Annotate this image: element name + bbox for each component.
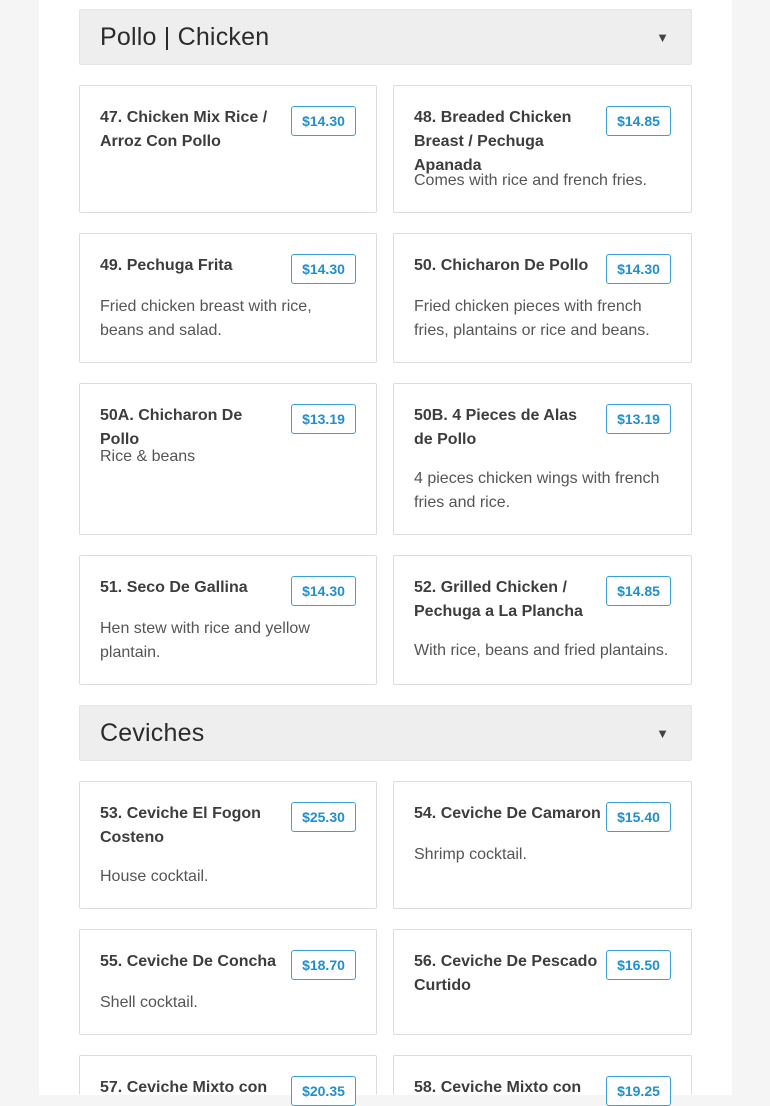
menu-item-price[interactable]: $13.19 [606, 404, 671, 434]
menu-item-description: 4 pieces chicken wings with french fries and rice. [414, 470, 660, 511]
menu-item-description: Rice & beans [100, 448, 196, 465]
menu-item-name: 53. Ceviche El Fogon Costeno [100, 805, 261, 846]
section-header-ceviches[interactable] [79, 705, 692, 761]
menu-item-name: 54. Ceviche De Camaron [414, 805, 601, 822]
chevron-down-icon[interactable]: ▼ [656, 726, 669, 741]
menu-item-card[interactable] [79, 555, 377, 685]
menu-item-price[interactable]: $16.50 [606, 950, 671, 980]
menu-item-name: 55. Ceviche De Concha [100, 953, 277, 970]
menu-item-card[interactable] [393, 85, 692, 213]
menu-item-card[interactable] [79, 383, 377, 535]
menu-item-card[interactable] [79, 233, 377, 363]
menu-item-price[interactable]: $15.40 [606, 802, 671, 832]
menu-item-description: House cocktail. [100, 868, 209, 885]
menu-item-name: 48. Breaded Chicken Breast / Pechuga Apanada [414, 109, 572, 174]
menu-item-description: Shell cocktail. [100, 994, 198, 1011]
menu-item-name: 58. Ceviche Mixto con [414, 1079, 582, 1096]
menu-item-price[interactable]: $14.30 [291, 106, 356, 136]
menu-item-card[interactable] [393, 929, 692, 1035]
menu-item-card[interactable] [393, 1055, 692, 1099]
chevron-down-icon[interactable]: ▼ [656, 30, 669, 45]
menu-item-price[interactable]: $25.30 [291, 802, 356, 832]
menu-item-description: With rice, beans and fried plantains. [414, 642, 669, 659]
menu-item-price[interactable]: $14.30 [291, 254, 356, 284]
menu-item-card[interactable] [393, 555, 692, 685]
menu-item-card[interactable] [79, 1055, 377, 1099]
menu-item-description: Fried chicken breast with rice, beans and salad. [100, 298, 312, 339]
menu-item-name: 51. Seco De Gallina [100, 579, 248, 596]
menu-item-description: Shrimp cocktail. [414, 846, 527, 863]
menu-item-name: 50A. Chicharon De Pollo [100, 407, 243, 448]
menu-item-price[interactable]: $19.25 [606, 1076, 671, 1106]
menu-item-card[interactable] [393, 383, 692, 535]
menu-item-price[interactable]: $14.85 [606, 106, 671, 136]
menu-item-card[interactable] [393, 781, 692, 909]
menu-item-card[interactable] [79, 929, 377, 1035]
menu-item-price[interactable]: $14.30 [606, 254, 671, 284]
menu-item-description: Fried chicken pieces with french fries, plantains or rice and beans. [414, 298, 650, 339]
menu-item-description: Hen stew with rice and yellow plantain. [100, 620, 310, 661]
menu-item-name: 56. Ceviche De Pescado Curtido [414, 953, 598, 994]
menu-item-name: 47. Chicken Mix Rice / Arroz Con Pollo [100, 109, 268, 150]
menu-item-price[interactable]: $14.30 [291, 576, 356, 606]
menu-item-name: 50. Chicharon De Pollo [414, 257, 589, 274]
section-header-pollo-chicken[interactable] [79, 9, 692, 65]
menu-item-card[interactable] [79, 85, 377, 213]
menu-item-card[interactable] [79, 781, 377, 909]
menu-item-price[interactable]: $14.85 [606, 576, 671, 606]
menu-item-name: 57. Ceviche Mixto con [100, 1079, 268, 1096]
menu-item-price[interactable]: $13.19 [291, 404, 356, 434]
section-title: Pollo | Chicken [100, 23, 270, 51]
menu-item-name: 49. Pechuga Frita [100, 257, 233, 274]
menu-item-description: Comes with rice and french fries. [414, 172, 647, 189]
menu-item-name: 50B. 4 Pieces de Alas de Pollo [414, 407, 578, 448]
menu-item-name: 52. Grilled Chicken / Pechuga a La Plancha [414, 579, 583, 620]
menu-item-price[interactable]: $20.35 [291, 1076, 356, 1106]
menu-item-card[interactable] [393, 233, 692, 363]
menu-item-price[interactable]: $18.70 [291, 950, 356, 980]
section-title: Ceviches [100, 719, 205, 747]
